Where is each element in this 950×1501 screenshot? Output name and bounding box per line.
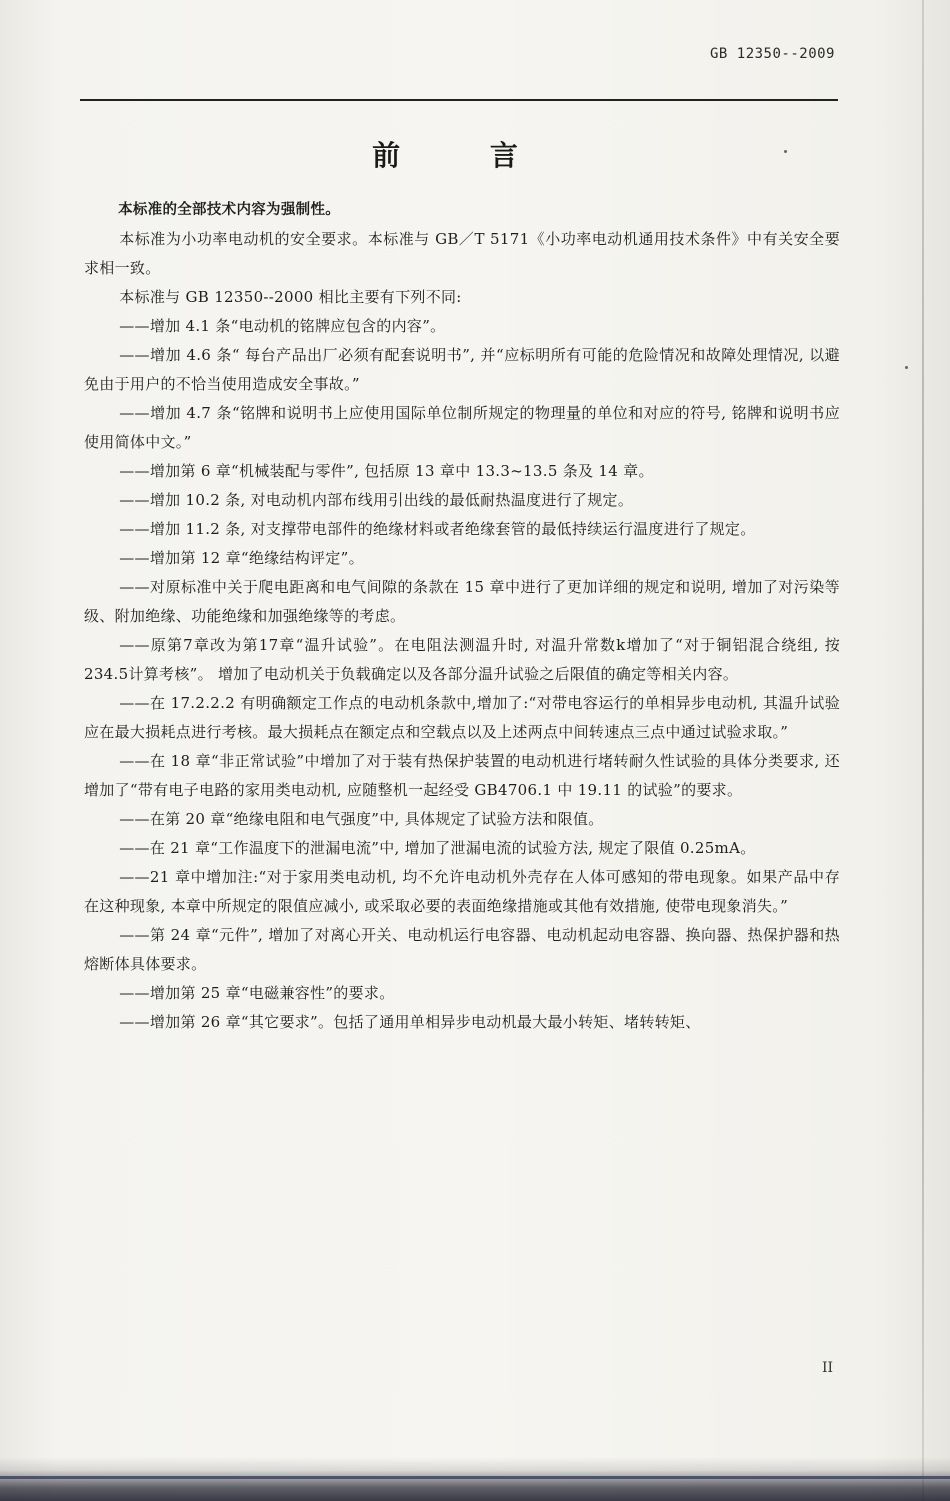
paragraph: ——在第 20 章“绝缘电阻和电气强度”中, 具体规定了试验方法和限值。 [119,810,604,828]
paragraph: ——增加第 25 章“电磁兼容性”的要求。 [119,984,395,1002]
page-number: II [821,1360,833,1376]
paragraph: ——增加 11.2 条, 对支撑带电部件的绝缘材料或者绝缘套管的最低持续运行温度进行了规定。 [119,520,756,538]
scan-edge-bottom [0,1457,950,1501]
paragraph: ——增加第 26 章“其它要求”。包括了通用单相异步电动机最大最小转矩、堵转转矩、 [119,1013,701,1031]
paragraph: 本标准与 GB 12350--2000 相比主要有下列不同: [119,288,462,306]
paragraph: ——在 18 章“非正常试验”中增加了对于装有热保护装置的电动机进行堵转耐久性试验的具体分类要求, 还增加了“带有电子电路的家用类电动机, 应随整机一起经受 GB4706.1 中 19.11 的试验”的要求。 [84,752,840,799]
scan-edge-right [922,0,924,1501]
paragraph: ——增加第 6 章“机械装配与零件”, 包括原 13 章中 13.3~13.5 条及 14 章。 [119,462,654,480]
paragraph: ——对原标准中关于爬电距离和电气间隙的条款在 15 章中进行了更加详细的规定和说明, 增加了对污染等级、附加绝缘、功能绝缘和加强绝缘等的考虑。 [84,578,840,625]
paragraph: ——增加 4.7 条“铭牌和说明书上应使用国际单位制所规定的物理量的单位和对应的符号, 铭牌和说明书应使用简体中文。” [84,404,840,451]
paragraph: ——在 17.2.2.2 有明确额定工作点的电动机条款中,增加了:“对带电容运行的单相异步电动机, 其温升试验应在最大损耗点进行考核。最大损耗点在额定点和空载点以及上述两点中间转速点三点中通过试验求取。” [84,694,840,741]
paragraph: ——原第7章改为第17章“温升试验”。在电阻法测温升时, 对温升常数k增加了“对于铜铝混合绕组, 按234.5计算考核”。 增加了电动机关于负载确定以及各部分温升试验之后限值的确定等相关内容。 [84,636,840,683]
paragraph: ——增加第 12 章“绝缘结构评定”。 [119,549,364,567]
header-rule [80,99,838,101]
scan-speck [784,150,787,153]
page-title: 前 言 [372,139,558,172]
scan-speck [905,366,908,369]
paragraph: 本标准的全部技术内容为强制性。 [118,202,341,218]
paragraph: ——在 21 章“工作温度下的泄漏电流”中, 增加了泄漏电流的试验方法, 规定了限值 0.25mA。 [119,839,756,857]
paragraph: 本标准为小功率电动机的安全要求。本标准与 GB／T 5171《小功率电动机通用技术条件》中有关安全要求相一致。 [84,230,840,277]
preface-body [84,196,840,1037]
paragraph: ——增加 10.2 条, 对电动机内部布线用引出线的最低耐热温度进行了规定。 [119,491,634,509]
scan-edge-line [0,1476,950,1479]
paragraph: ——21 章中增加注:“对于家用类电动机, 均不允许电动机外壳存在人体可感知的带电现象。如果产品中存在这种现象, 本章中所规定的限值应减小, 或采取必要的表面绝缘措施或其他有效措施, 使带电现象消失。” [84,868,840,915]
standard-number: GB 12350--2009 [709,46,835,62]
paragraph: ——增加 4.1 条“电动机的铭牌应包含的内容”。 [119,317,446,335]
paragraph: ——第 24 章“元件”, 增加了对离心开关、电动机运行电容器、电动机起动电容器、换向器、热保护器和热熔断体具体要求。 [84,926,840,973]
paragraph: ——增加 4.6 条“ 每台产品出厂必须有配套说明书”, 并“应标明所有可能的危险情况和故障处理情况, 以避免由于用户的不恰当使用造成安全事故。” [84,346,840,393]
